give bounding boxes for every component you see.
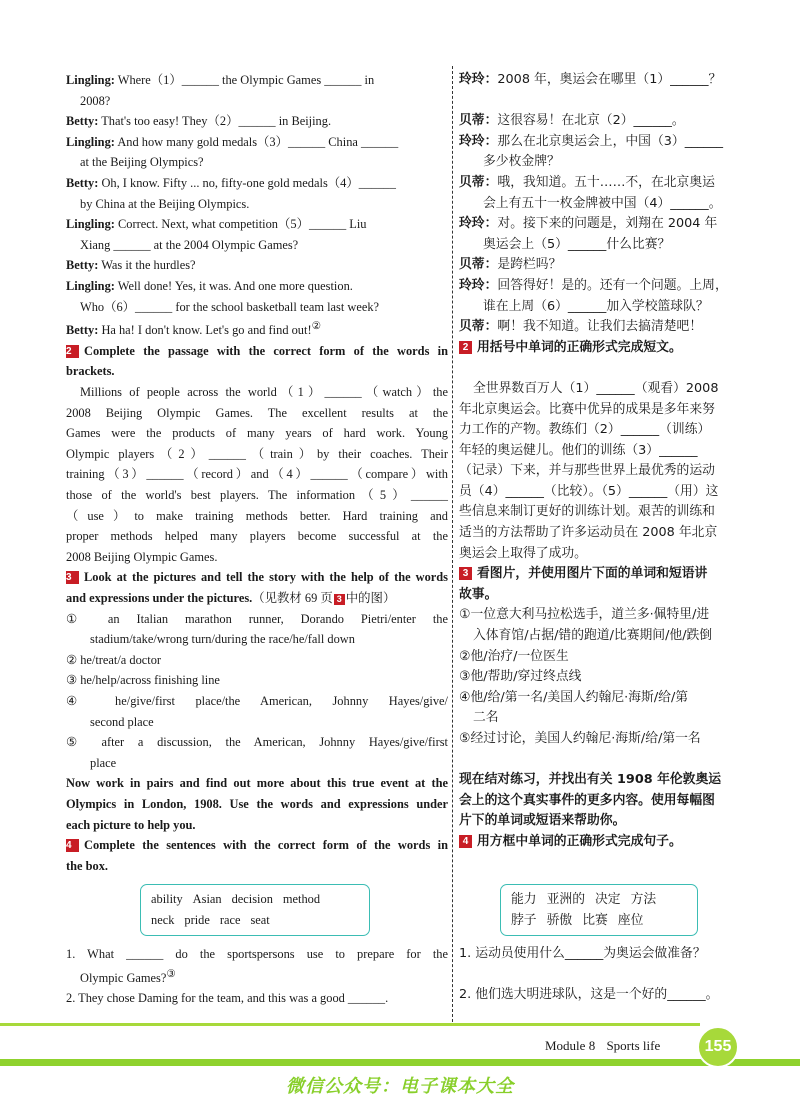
text-line: Lingling: Correct. Next, what competition（5）______ Liu [66,217,367,232]
text-line: 二名 [473,710,499,726]
word-box-word: 座位 [617,913,644,928]
text-line: 会上的这个真实事件的更多内容。使用每幅图 [459,792,715,808]
text-line: 片下的单词或短语来帮助你。 [459,813,626,829]
text-line: those of the world's best players. The information（5）______ [66,488,448,502]
text-line: （记录）下来，并与那些世界上最优秀的运动 [459,463,715,479]
module-title: Sports life [606,1038,661,1053]
text-line: ②他/治疗/一位医生 [459,648,569,664]
text-line: Xiang ______ at the 2004 Olympic Games? [80,237,299,252]
word-box-word: decision [231,892,273,906]
text-line: 玲玲：那么在北京奥运会上，中国（3）______ [459,133,724,149]
word-box-word: 比赛 [582,913,608,928]
text-line: ③他/帮助/穿过终点线 [459,669,582,685]
text-line: 奥运会上（5）______什么比赛？ [483,236,671,252]
text-line: 故事。 [459,586,498,602]
exercise-line: 2. They chose Daming for the team, and this was a good ______. [66,991,389,1006]
text-line: 2008 Beijing Olympic Games. The excellent results at the [66,405,448,420]
text-line: ④他/给/第一名/美国人约翰尼·海斯/给/第 [459,689,689,705]
word-box-word: 决定 [594,892,621,907]
text-line: training（3）______（record）and（4）______（compare）with [66,467,448,482]
text-line: the box. [66,858,108,873]
text-line: 适当的方法帮助了许多运动员在 2008 年北京 [459,525,718,541]
text-line: ④ he/give/first place/the American, Johnny Hayes/give/ [66,693,448,708]
text-line: Olympic players（2）______（train）by their coaches. Their [66,446,448,461]
text-line: 贝蒂：哦，我知道。五十……不，在北京奥运 [459,174,715,190]
module-number: Module 8 [545,1038,596,1053]
word-box-word: neck [151,913,175,927]
exercise-sentences-chinese [459,944,735,1006]
text-line [459,750,735,771]
text-line: place [90,755,117,770]
text-line: 入体育馆/占据/错的跑道/比赛期间/他/跌倒 [473,628,713,644]
text-line: 贝蒂：啊！我不知道。让我们去搞清楚吧！ [459,319,703,335]
text-line: 力工作的产物。教练们（2）______（训练） [459,422,711,438]
text-line: brackets. [66,364,115,379]
word-box-row [151,889,359,910]
chinese-column [459,70,735,853]
word-box-word: 亚洲的 [546,892,585,907]
text-line: Millions of people across the world（1）______（watch）the [80,385,448,400]
word-box-word: method [282,892,321,906]
text-line: 2 Complete the passage with the correct form of the words in [66,343,448,358]
text-line: 奥运会上取得了成功。 [459,545,587,561]
footer-band [0,1059,800,1066]
text-line: at the Beijing Olympics? [80,155,204,170]
text-line: Betty: Oh, I know. Fifty ... no, fifty-one gold medals（4）______ [66,175,396,190]
text-line: （use）to make training methods better. Hard training and [66,508,448,523]
exercise-line: 2. 他们选大明进球队，这是一个好的______。 [459,987,719,1003]
text-line: Who（6）______ for the school basketball team last week? [80,299,380,314]
exercise-line [459,965,735,986]
text-line: ① an Italian marathon runner, Dorando Pietri/enter the [66,611,448,626]
word-box-word: seat [250,913,270,927]
text-line: Olympics in London, 1908. Use the words and expressions under [66,796,448,811]
text-line: 2008 Beijing Olympic Games. [66,549,218,564]
text-line: 员（4）______（比较）。（5）______（用）这 [459,483,719,499]
text-line: 贝蒂：是跨栏吗？ [459,257,562,273]
text-line: 现在结对练习，并找出有关 1908 年伦敦奥运 [459,772,722,788]
word-box-row [511,889,687,910]
text-line: 玲玲：2008 年，奥运会在哪里（1）______？ [459,72,722,87]
text-line: Lingling: And how many gold medals（3）______ China ______ [66,134,399,149]
word-box-row [151,910,359,931]
word-box-word: 脖子 [511,913,537,928]
text-line: Lingling: Where（1）______ the Olympic Games ______ in [66,73,375,87]
watermark: 微信公众号：电子课本大全 [286,1076,514,1097]
text-line: 全世界数百万人（1）______（观看）2008 [473,380,719,396]
text-line: 年轻的奥运健儿。他们的训练（3）______ [459,442,698,458]
word-box-word: Asian [192,892,222,906]
text-line: ①一位意大利马拉松选手，道兰多·佩特里/进 [459,607,710,623]
text-line: proper methods helped many players become successful at the [66,529,448,544]
text-line: Betty: Was it the hurdles? [66,258,196,273]
exercise-sentences-english [66,944,448,1009]
text-line: second place [90,714,154,729]
text-line: 2 用括号中单词的正确形式完成短文。 [459,338,735,359]
english-column [66,70,448,876]
text-line [459,91,735,112]
page-number: 155 [697,1026,739,1068]
exercise-line: 1. 运动员使用什么______为奥运会做准备？ [459,946,706,961]
text-line: 谁在上周（6）______加入学校篮球队？ [483,298,709,314]
column-divider [452,66,453,1022]
text-line: each picture to help you. [66,817,196,832]
text-line: 3 Look at the pictures and tell the story with the help of the words [66,570,448,585]
text-line: ③ he/help/across finishing line [66,673,220,688]
footer-label [545,1038,660,1054]
word-box-chinese [500,884,698,936]
text-line: stadium/take/wrong turn/during the race/he/fall down [90,632,355,647]
footer-rule [0,1023,700,1026]
text-line: Betty: That's too easy! They（2）______ in Beijing. [66,114,332,129]
exercise-line: 1. What ______ do the sportspersons use to prepare for the [66,947,448,961]
text-line: by China at the Beijing Olympics. [80,196,250,211]
word-box-word: ability [151,892,183,906]
text-line: and expressions under the pictures.（见教材 69 页 3 中的图） [66,590,396,605]
text-line: Betty: Ha ha! I don't know. Let's go and find out!② [66,321,321,338]
exercise-line: Olympic Games?③ [80,968,176,985]
text-line: Lingling: Well done! Yes, it was. And one more question. [66,278,353,293]
text-line: 玲玲：对。接下来的问题是，刘翔在 2004 年 [459,216,718,232]
text-line: ② he/treat/a doctor [66,652,162,667]
text-line: 4 Complete the sentences with the correct form of the words in [66,838,448,853]
text-line: 多少枚金牌？ [483,154,560,170]
word-box-word: race [219,913,241,927]
text-line: 年北京奥运会。比赛中优异的成果是多年来努 [459,401,715,417]
text-line [459,358,735,379]
word-box-word: 骄傲 [546,913,573,928]
word-box-english [140,884,370,936]
word-box-word: 能力 [511,892,537,907]
word-box-row [511,910,687,931]
word-box-word: pride [184,913,210,927]
text-line: 贝蒂：这很容易！在北京（2）______。 [459,113,685,129]
text-line: Now work in pairs and find out more about this true event at the [66,776,448,791]
text-line: 会上有五十一枚金牌被中国（4）______。 [483,195,722,211]
text-line: ⑤ after a discussion, the American, Johnny Hayes/give/first [66,735,448,750]
text-line: 玲玲：回答得好！是的。还有一个问题。上周， [459,277,728,293]
text-line: 些信息来制订更好的训练计划。艰苦的训练和 [459,504,715,520]
text-line: Games were the products of many years of hard work. Young [66,426,448,441]
text-line: 3 看图片，并使用图片下面的单词和短语讲 [459,564,735,585]
text-line: 2008? [80,93,111,108]
word-box-word: 方法 [630,892,657,907]
text-line: ⑤经过讨论，美国人约翰尼·海斯/给/第一名 [459,731,701,746]
text-line: 4 用方框中单词的正确形式完成句子。 [459,832,735,853]
